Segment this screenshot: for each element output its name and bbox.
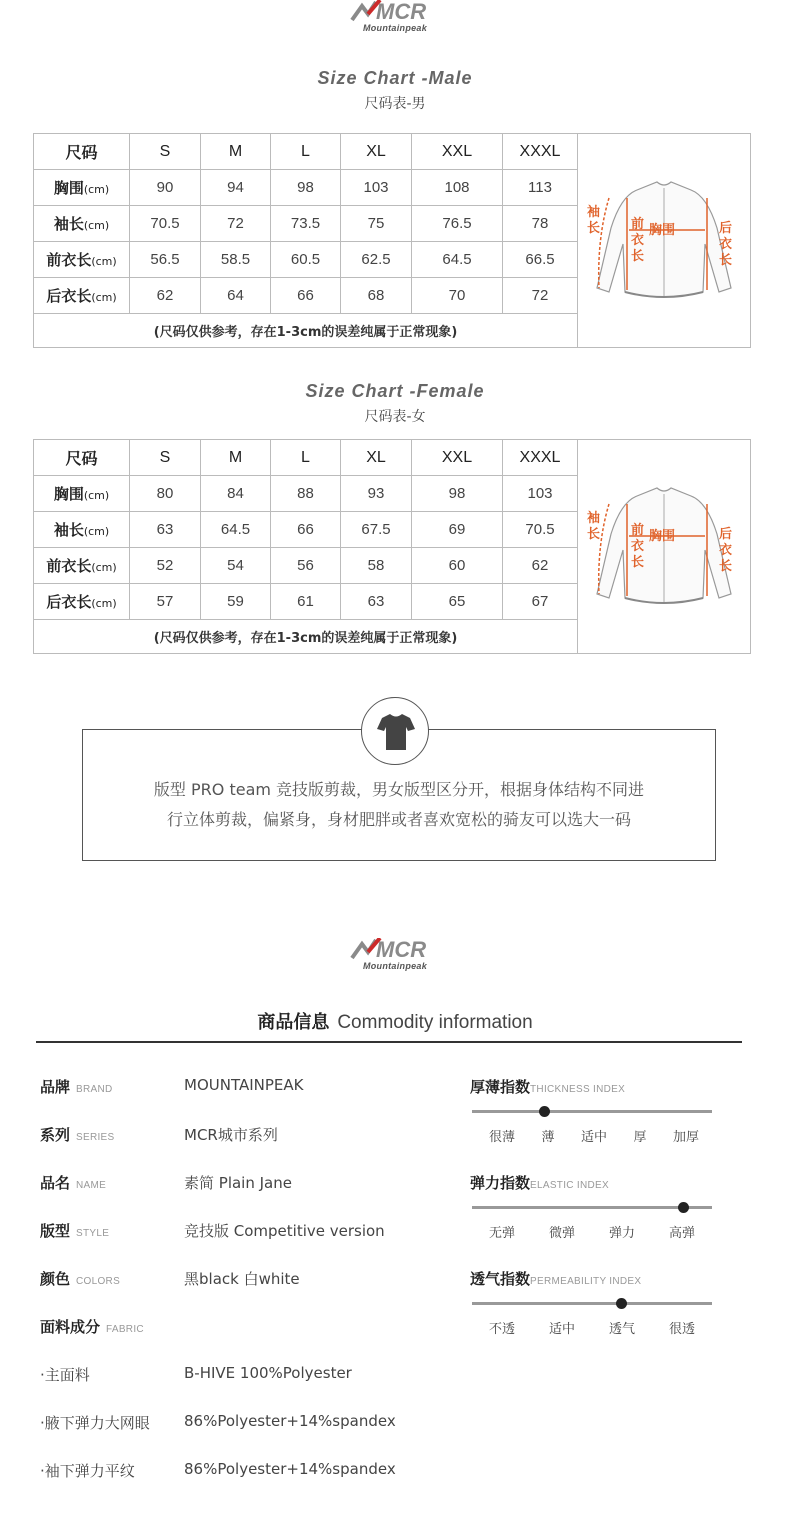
fabric-value: 86%Polyester+14%spandex [184, 1460, 396, 1478]
size-value-cell: 64.5 [201, 512, 271, 548]
size-value-cell: 103 [341, 170, 412, 206]
size-value-cell: 70.5 [503, 512, 578, 548]
sleeve-length-label: 袖长 [587, 205, 601, 236]
size-value-cell: 52 [130, 548, 201, 584]
prop-label-zh: 品名 [40, 1174, 71, 1192]
fit-line-2: 行立体剪裁，偏紧身，身材肥胖或者喜欢宽松的骑友可以选大一码 [166, 810, 631, 829]
size-row-unit: (cm) [83, 525, 110, 538]
index-tick-label: 加厚 [672, 1130, 700, 1145]
prop-value: MOUNTAINPEAK [184, 1076, 304, 1094]
prop-label [40, 1124, 115, 1145]
fabric-value: B-HIVE 100%Polyester [184, 1364, 352, 1382]
size-header-cell: S [130, 440, 201, 476]
size-value-cell: 59 [201, 584, 271, 620]
size-row-label: 前衣长(cm) [34, 242, 130, 278]
size-value-cell: 93 [341, 476, 412, 512]
svg-text:MCR: MCR [376, 938, 427, 960]
size-value-cell: 63 [341, 584, 412, 620]
size-row-label: 后衣长(cm) [34, 584, 130, 620]
size-value-cell: 54 [201, 548, 271, 584]
size-header-label: 尺码 [34, 134, 130, 170]
size-row-unit: (cm) [83, 219, 110, 232]
size-note: (尺码仅供参考，存在1-3cm的误差纯属于正常现象) [34, 620, 578, 654]
size-row-unit: (cm) [91, 291, 117, 304]
fabric-value: 86%Polyester+14%spandex [184, 1412, 396, 1430]
index-title [470, 1268, 641, 1289]
male-size-table [33, 133, 751, 348]
size-row-unit: (cm) [91, 255, 117, 268]
male-chart-title [0, 68, 790, 113]
size-value-cell: 66 [271, 512, 341, 548]
brand-sub: Mountainpeak [362, 961, 428, 971]
prop-label-zh: 品牌 [40, 1078, 71, 1096]
size-value-cell: 70.5 [130, 206, 201, 242]
size-value-cell: 58.5 [201, 242, 271, 278]
index-tick-label: 适中 [580, 1130, 608, 1145]
size-value-cell: 67.5 [341, 512, 412, 548]
prop-label-en: NAME [76, 1180, 107, 1191]
prop-label-zh: 系列 [40, 1126, 71, 1144]
prop-label-zh: 面料成分 [40, 1318, 101, 1336]
size-value-cell: 72 [201, 206, 271, 242]
brand-logo-top [0, 0, 790, 33]
chest-label: 胸围 [649, 529, 676, 544]
size-row-label: 袖长(cm) [34, 206, 130, 242]
size-row-label: 袖长(cm) [34, 512, 130, 548]
index-tick-label: 很薄 [488, 1130, 516, 1145]
size-row-unit: (cm) [83, 183, 110, 196]
index-title-en: ELASTIC INDEX [530, 1180, 609, 1191]
index-tick-label: 弹力 [608, 1226, 636, 1241]
size-value-cell: 63 [130, 512, 201, 548]
size-value-cell: 66.5 [503, 242, 578, 278]
chest-label: 胸围 [649, 223, 676, 238]
female-chart-title [0, 381, 790, 426]
size-row-label: 胸围(cm) [34, 476, 130, 512]
back-length-label: 后衣长 [719, 221, 733, 268]
male-title-en: Size Chart -Male [317, 68, 473, 88]
index-tick-label: 很透 [668, 1322, 696, 1337]
size-header-cell: M [201, 440, 271, 476]
index-track [472, 1206, 712, 1209]
index-title [470, 1172, 609, 1193]
size-row-label: 前衣长(cm) [34, 548, 130, 584]
size-value-cell: 90 [130, 170, 201, 206]
size-value-cell: 94 [201, 170, 271, 206]
jersey-measurement-diagram [579, 474, 749, 614]
size-value-cell: 72 [503, 278, 578, 314]
prop-label-en: COLORS [76, 1276, 121, 1287]
size-header-row [34, 134, 751, 170]
size-header-cell: XL [341, 134, 412, 170]
prop-value: 黑black 白white [184, 1270, 300, 1288]
index-tick-label: 厚 [633, 1130, 647, 1145]
diagram-cell [578, 134, 751, 348]
size-value-cell: 61 [271, 584, 341, 620]
brand-sub: Mountainpeak [362, 23, 428, 33]
index-tick-label: 不透 [488, 1322, 516, 1337]
size-value-cell: 64.5 [412, 242, 503, 278]
sleeve-length-label: 袖长 [587, 511, 601, 542]
jersey-measurement-diagram [579, 168, 749, 308]
index-tick-label: 微弹 [548, 1226, 576, 1241]
index-track [472, 1110, 712, 1113]
size-value-cell: 70 [412, 278, 503, 314]
mcr-logo-icon [350, 938, 440, 960]
svg-text:MCR: MCR [376, 0, 427, 22]
size-header-cell: XXXL [503, 440, 578, 476]
fabric-label: ·腋下弹力大网眼 [40, 1414, 150, 1432]
size-value-cell: 98 [271, 170, 341, 206]
back-length-label: 后衣长 [719, 527, 733, 574]
size-row-unit: (cm) [83, 489, 110, 502]
female-title-en: Size Chart -Female [305, 381, 485, 401]
male-title-zh: 尺码表-男 [364, 96, 426, 112]
size-row-unit: (cm) [91, 561, 117, 574]
size-value-cell: 69 [412, 512, 503, 548]
prop-label-en: FABRIC [106, 1324, 144, 1335]
commodity-divider [36, 1041, 742, 1043]
prop-label-en: SERIES [76, 1132, 115, 1143]
size-header-cell: XL [341, 440, 412, 476]
size-header-row [34, 440, 751, 476]
size-value-cell: 66 [271, 278, 341, 314]
prop-label-zh: 颜色 [40, 1270, 71, 1288]
jersey-icon [362, 698, 430, 766]
female-size-table [33, 439, 751, 654]
size-value-cell: 113 [503, 170, 578, 206]
fit-icon-circle [361, 697, 429, 765]
fabric-label: ·主面料 [40, 1366, 90, 1384]
size-row-unit: (cm) [91, 597, 117, 610]
prop-label [40, 1172, 106, 1193]
index-knob [616, 1298, 627, 1309]
size-header-cell: XXL [412, 134, 503, 170]
prop-label [40, 1268, 120, 1289]
size-note: (尺码仅供参考，存在1-3cm的误差纯属于正常现象) [34, 314, 578, 348]
diagram-cell [578, 440, 751, 654]
size-header-cell: XXL [412, 440, 503, 476]
size-value-cell: 60 [412, 548, 503, 584]
size-value-cell: 78 [503, 206, 578, 242]
size-value-cell: 62.5 [341, 242, 412, 278]
index-tick-label: 无弹 [488, 1226, 516, 1241]
female-title-zh: 尺码表-女 [364, 409, 426, 425]
index-title-zh: 透气指数 [470, 1270, 531, 1288]
size-value-cell: 62 [503, 548, 578, 584]
prop-label-zh: 版型 [40, 1222, 71, 1240]
front-length-label: 前衣长 [631, 217, 645, 264]
index-knob [539, 1106, 550, 1117]
index-title-zh: 厚薄指数 [470, 1078, 531, 1096]
index-title [470, 1076, 625, 1097]
size-value-cell: 98 [412, 476, 503, 512]
size-row-label: 后衣长(cm) [34, 278, 130, 314]
index-tick-label: 透气 [608, 1322, 636, 1337]
size-header-cell: XXXL [503, 134, 578, 170]
brand-logo-middle [0, 938, 790, 971]
size-value-cell: 76.5 [412, 206, 503, 242]
size-value-cell: 103 [503, 476, 578, 512]
fabric-label: ·袖下弹力平纹 [40, 1462, 135, 1480]
size-value-cell: 64 [201, 278, 271, 314]
prop-label-en: BRAND [76, 1084, 113, 1095]
size-header-label: 尺码 [34, 440, 130, 476]
size-value-cell: 88 [271, 476, 341, 512]
index-tick-label: 适中 [548, 1322, 576, 1337]
size-value-cell: 56 [271, 548, 341, 584]
size-row-label: 胸围(cm) [34, 170, 130, 206]
prop-value: MCR城市系列 [184, 1126, 278, 1144]
commodity-title [0, 1008, 790, 1034]
front-length-label: 前衣长 [631, 523, 645, 570]
prop-value: 素简 Plain Jane [184, 1174, 292, 1192]
size-value-cell: 67 [503, 584, 578, 620]
index-title-zh: 弹力指数 [470, 1174, 531, 1192]
size-value-cell: 62 [130, 278, 201, 314]
size-header-cell: S [130, 134, 201, 170]
index-title-en: PERMEABILITY INDEX [530, 1276, 642, 1287]
size-value-cell: 73.5 [271, 206, 341, 242]
size-value-cell: 68 [341, 278, 412, 314]
fit-description [82, 775, 716, 835]
fit-line-1: 版型 PRO team 竞技版剪裁，男女版型区分开，根据身体结构不同进 [153, 780, 645, 799]
size-value-cell: 60.5 [271, 242, 341, 278]
commodity-title-en: Commodity information [337, 1012, 533, 1033]
size-header-cell: L [271, 440, 341, 476]
size-value-cell: 56.5 [130, 242, 201, 278]
size-value-cell: 57 [130, 584, 201, 620]
size-header-cell: L [271, 134, 341, 170]
prop-label [40, 1076, 113, 1097]
size-value-cell: 80 [130, 476, 201, 512]
size-header-cell: M [201, 134, 271, 170]
prop-value: 竞技版 Competitive version [184, 1222, 385, 1240]
size-value-cell: 58 [341, 548, 412, 584]
index-knob [678, 1202, 689, 1213]
size-value-cell: 108 [412, 170, 503, 206]
index-tick-label: 薄 [541, 1130, 555, 1145]
prop-label [40, 1316, 144, 1337]
prop-label [40, 1220, 109, 1241]
index-tick-label: 高弹 [668, 1226, 696, 1241]
size-value-cell: 65 [412, 584, 503, 620]
size-value-cell: 84 [201, 476, 271, 512]
commodity-title-zh: 商品信息 [257, 1012, 330, 1033]
index-track [472, 1302, 712, 1305]
index-title-en: THICKNESS INDEX [530, 1084, 626, 1095]
mcr-logo-icon [350, 0, 440, 22]
prop-label-en: STYLE [76, 1228, 110, 1239]
size-value-cell: 75 [341, 206, 412, 242]
